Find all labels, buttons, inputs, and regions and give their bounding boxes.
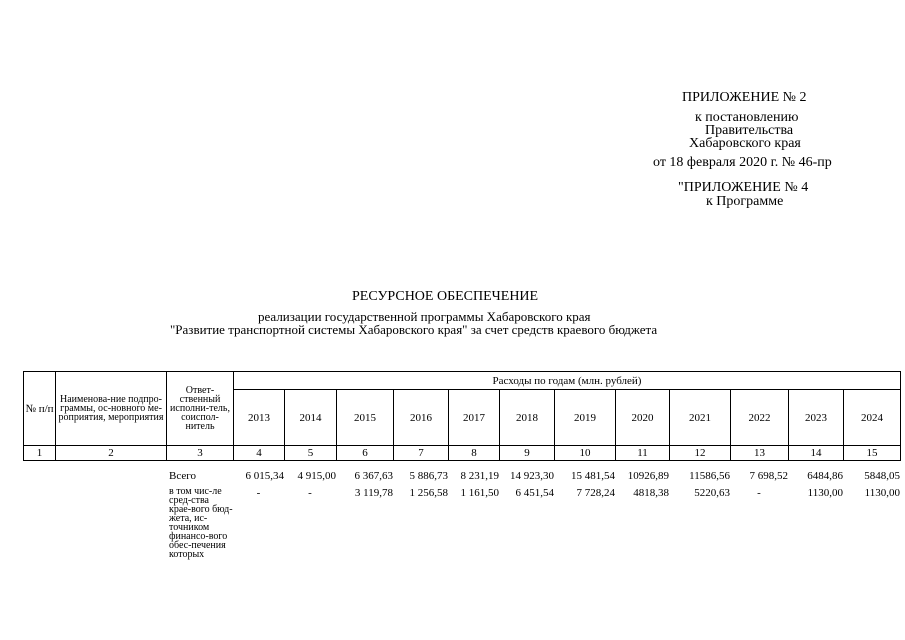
year-header: 2016 xyxy=(394,390,449,446)
column-number: 11 xyxy=(616,446,670,461)
row-label-regional: в том чис-ле сред-ства крае-вого бюд-жета, ис-точником финансо-вого обес-печения которых xyxy=(169,486,233,560)
column-number: 8 xyxy=(449,446,500,461)
header-name: Наименова-ние подпро-граммы, ос-новного ме-роприятия, мероприятия xyxy=(56,372,167,446)
year-header: 2020 xyxy=(616,390,670,446)
year-header: 2021 xyxy=(670,390,731,446)
column-number: 12 xyxy=(670,446,731,461)
resources-table xyxy=(23,371,901,461)
document-title: РЕСУРСНОЕ ОБЕСПЕЧЕНИЕ xyxy=(352,289,539,304)
table-cell: 3 119,78 xyxy=(354,487,393,499)
table-cell: 6484,86 xyxy=(807,470,843,482)
header-executor: Ответ-ственный исполни-тель, соиспол-нитель xyxy=(167,372,234,446)
column-number: 3 xyxy=(167,446,234,461)
appendix-title: ПРИЛОЖЕНИЕ № 2 xyxy=(682,90,807,105)
resources-data xyxy=(23,470,900,559)
table-cell: 8 231,19 xyxy=(460,470,499,482)
header-line-4: от 18 февраля 2020 г. № 46-пр xyxy=(653,155,832,170)
row-label-total: Всего xyxy=(169,470,196,482)
table-cell: 14 923,30 xyxy=(510,470,554,482)
table-cell: 11586,56 xyxy=(689,470,730,482)
header-line-2: Правительства xyxy=(705,123,794,138)
header-line-6: к Программе xyxy=(706,194,784,209)
table-cell: 1130,00 xyxy=(864,487,900,499)
column-number: 1 xyxy=(24,446,56,461)
table-cell: 15 481,54 xyxy=(571,470,615,482)
year-header: 2013 xyxy=(234,390,285,446)
header-line-1: к постановлению xyxy=(695,110,799,125)
header-num: № п/п xyxy=(24,372,56,446)
header-line-3: Хабаровского края xyxy=(689,136,801,151)
column-number: 7 xyxy=(394,446,449,461)
year-header: 2014 xyxy=(285,390,337,446)
table-cell: 5848,05 xyxy=(864,470,900,482)
column-number: 4 xyxy=(234,446,285,461)
table-cell: 6 451,54 xyxy=(515,487,554,499)
table-cell: 5 886,73 xyxy=(409,470,448,482)
table-cell: 4818,38 xyxy=(633,487,669,499)
year-header: 2024 xyxy=(844,390,901,446)
column-number: 2 xyxy=(56,446,167,461)
year-header: 2015 xyxy=(337,390,394,446)
table-cell: - xyxy=(256,487,261,499)
document-subtitle-1: реализации государственной программы Хабаровского края xyxy=(258,309,591,324)
year-header: 2019 xyxy=(555,390,616,446)
table-cell: 6 015,34 xyxy=(245,470,284,482)
column-number: 5 xyxy=(285,446,337,461)
column-number: 13 xyxy=(731,446,789,461)
header-expenses-group: Расходы по годам (млн. рублей) xyxy=(234,372,901,390)
table-cell: 6 367,63 xyxy=(354,470,393,482)
table-cell: - xyxy=(757,487,761,499)
column-number: 14 xyxy=(789,446,844,461)
document-subtitle-2: "Развитие транспортной системы Хабаровского края" за счет средств краевого бюджета xyxy=(170,322,658,337)
table-cell: 1 256,58 xyxy=(409,487,448,499)
table-cell: 1130,00 xyxy=(807,487,843,499)
year-header: 2023 xyxy=(789,390,844,446)
table-cell: 5220,63 xyxy=(694,487,730,499)
table-cell: - xyxy=(308,487,312,499)
year-header: 2017 xyxy=(449,390,500,446)
table-row xyxy=(23,487,900,559)
column-number: 9 xyxy=(500,446,555,461)
column-number: 6 xyxy=(337,446,394,461)
table-cell: 10926,89 xyxy=(627,470,669,482)
table-cell: 7 728,24 xyxy=(576,487,615,499)
table-cell: 4 915,00 xyxy=(297,470,336,482)
column-number: 10 xyxy=(555,446,616,461)
table-cell: 7 698,52 xyxy=(749,470,788,482)
table-row xyxy=(23,470,900,487)
year-header: 2022 xyxy=(731,390,789,446)
table-cell: 1 161,50 xyxy=(460,487,499,499)
column-number: 15 xyxy=(844,446,901,461)
header-line-5: "ПРИЛОЖЕНИЕ № 4 xyxy=(678,180,809,195)
year-header: 2018 xyxy=(500,390,555,446)
